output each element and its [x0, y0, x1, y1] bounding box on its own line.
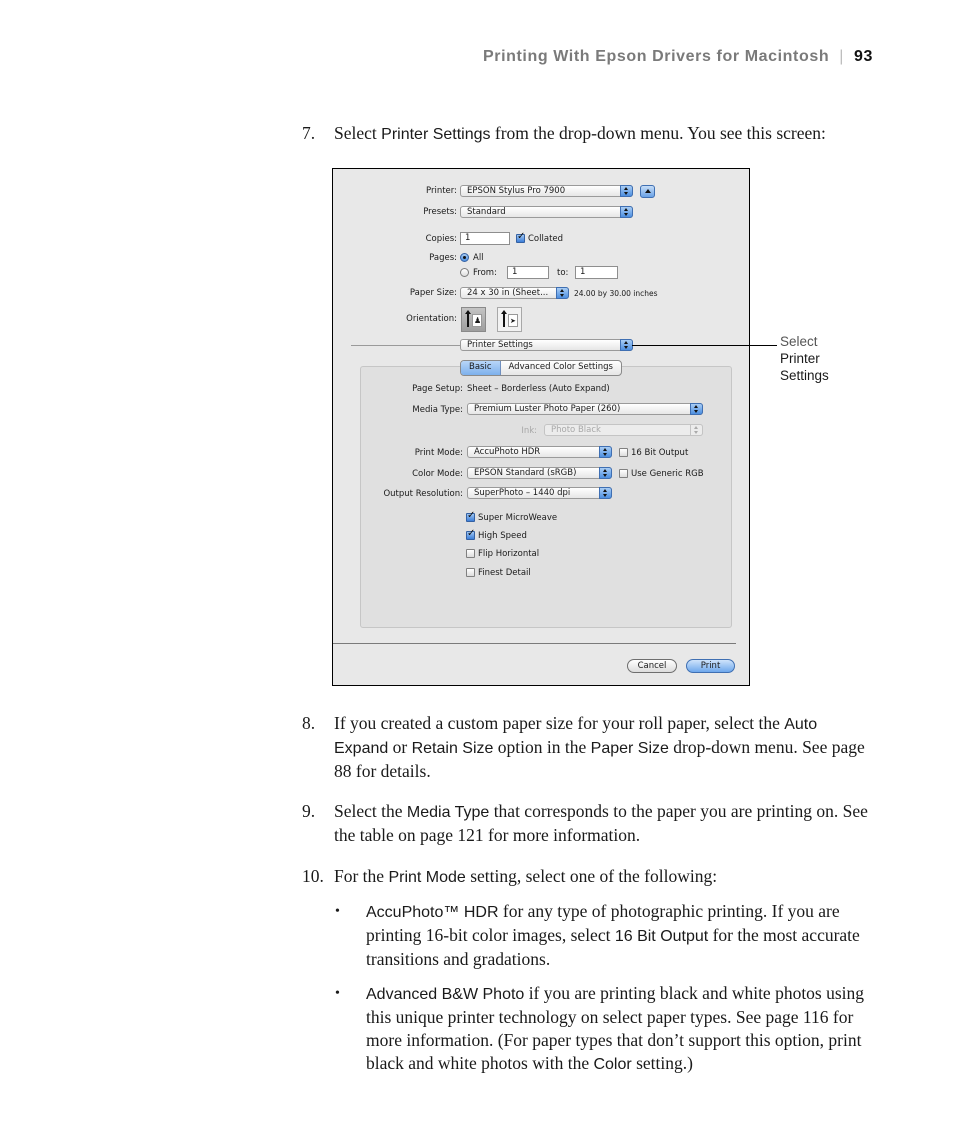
copies-label: Copies: [425, 234, 457, 244]
pages-from-radio[interactable] [460, 268, 469, 277]
pages-from-label: From: [473, 268, 497, 278]
color-mode-label: Color Mode: [412, 469, 463, 479]
panel-menu-popup[interactable]: Printer Settings [460, 339, 633, 351]
button-bar-divider [333, 643, 736, 644]
collated-label: Collated [528, 234, 564, 244]
high-speed-checkbox[interactable] [466, 531, 475, 540]
tab-advanced-color-settings[interactable]: Advanced Color Settings [508, 362, 613, 372]
popup-arrows-icon [690, 424, 703, 436]
step-10 [302, 865, 872, 889]
printer-popup[interactable]: EPSON Stylus Pro 7900 [460, 185, 633, 197]
pages-label: Pages: [429, 253, 457, 263]
pages-all-label: All [473, 253, 484, 263]
popup-arrows-icon [620, 185, 633, 197]
print-dialog [332, 168, 750, 686]
ui-term: Retain Size [411, 740, 494, 757]
step-number: 8. [302, 713, 316, 733]
16-bit-output-checkbox[interactable] [619, 448, 628, 457]
ui-term: Advanced B&W Photo [366, 986, 525, 1003]
popup-arrows-icon [599, 446, 612, 458]
paper-size-label: Paper Size: [409, 288, 457, 298]
person-upright-icon: ♟ [474, 316, 482, 325]
popup-arrows-icon [690, 403, 703, 415]
pages-from-field[interactable]: 1 [507, 266, 549, 279]
presets-label: Presets: [423, 207, 457, 217]
page-setup-value: Sheet – Borderless (Auto Expand) [467, 384, 610, 394]
bullet-advanced-bw-photo: • Advanced B&W Photo if you are printing black and white photos using this unique printer technology on select paper types. See page 116 for more information. (For paper types that don’t support this option, print black and white photos with the Color setting.) [335, 983, 865, 1073]
print-mode-label: Print Mode: [414, 448, 463, 458]
ink-popup[interactable]: Photo Black [544, 424, 703, 436]
popup-arrows-icon [599, 467, 612, 479]
media-type-label: Media Type: [412, 405, 463, 415]
person-sideways-icon: ➤ [510, 317, 516, 325]
step-text: For the Print Mode setting, select one of the following: [334, 866, 718, 886]
popup-arrows-icon [556, 287, 569, 299]
super-microweave-checkbox[interactable] [466, 513, 475, 522]
step-text: Select Printer Settings from the drop-down menu. You see this screen: [334, 123, 826, 143]
paper-dimensions: 24.00 by 30.00 inches [574, 289, 658, 298]
print-button[interactable]: Print [686, 659, 735, 673]
ui-term: AccuPhoto™ HDR [366, 904, 499, 921]
step-8 [302, 712, 872, 783]
print-mode-popup[interactable]: AccuPhoto HDR [467, 446, 612, 458]
step-9 [302, 800, 872, 847]
portrait-orientation-button[interactable] [461, 307, 486, 332]
settings-tabs [460, 360, 622, 376]
landscape-orientation-button[interactable] [497, 307, 522, 332]
high-speed-label: High Speed [478, 531, 527, 541]
tab-basic[interactable]: Basic [461, 361, 501, 375]
copies-field[interactable]: 1 [460, 232, 510, 245]
orientation-label: Orientation: [406, 314, 457, 324]
ui-term: Auto Expand [334, 716, 818, 757]
callout-leader-line [632, 345, 777, 346]
use-generic-rgb-label: Use Generic RGB [631, 469, 704, 479]
16-bit-output-label: 16 Bit Output [631, 448, 689, 458]
output-resolution-popup[interactable]: SuperPhoto – 1440 dpi [467, 487, 612, 499]
paper-size-popup[interactable]: 24 x 30 in (Sheet... [460, 287, 569, 299]
flip-horizontal-label: Flip Horizontal [478, 549, 540, 559]
pages-to-label: to: [557, 268, 569, 278]
ui-term: Paper Size [590, 740, 669, 757]
bullet-icon: • [335, 986, 340, 1001]
running-title: Printing With Epson Drivers for Macintosh [482, 48, 830, 65]
disclosure-up-icon[interactable] [640, 185, 655, 198]
page-setup-label: Page Setup: [412, 384, 463, 394]
printer-label: Printer: [426, 186, 457, 196]
use-generic-rgb-checkbox[interactable] [619, 469, 628, 478]
flip-horizontal-checkbox[interactable] [466, 549, 475, 558]
step-7 [302, 122, 872, 146]
ui-term: Print Mode [388, 869, 466, 886]
ui-term: Color [593, 1056, 632, 1073]
presets-popup[interactable]: Standard [460, 206, 633, 218]
collated-checkbox[interactable] [516, 234, 525, 243]
ui-term: 16 Bit Output [614, 928, 709, 945]
step-number: 9. [302, 801, 316, 821]
popup-arrows-icon [599, 487, 612, 499]
finest-detail-label: Finest Detail [478, 568, 531, 578]
step-number: 7. [302, 123, 316, 143]
popup-arrows-icon [620, 206, 633, 218]
bullet-icon: • [335, 904, 340, 919]
ui-term: Media Type [406, 804, 490, 821]
pages-to-field[interactable]: 1 [575, 266, 618, 279]
running-header [0, 48, 873, 66]
step-text: If you created a custom paper size for your roll paper, select the Auto Expand or Retain Size option in the Paper Size drop-down menu. See page 88 for details. [334, 713, 865, 781]
ui-term: Printer Settings [381, 126, 491, 143]
pages-all-radio[interactable] [460, 253, 469, 262]
output-resolution-label: Output Resolution: [383, 489, 463, 499]
finest-detail-checkbox[interactable] [466, 568, 475, 577]
page-number: 93 [854, 48, 873, 65]
bullet-accuphoto-hdr: • AccuPhoto™ HDR for any type of photographic printing. If you are printing 16-bit color images, select 16 Bit Output for the most accurate transitions and gradations. [335, 901, 860, 969]
divider [351, 345, 461, 346]
callout-select-printer-settings: Select Printer Settings [780, 334, 829, 383]
ink-label: Ink: [521, 426, 537, 436]
color-mode-popup[interactable]: EPSON Standard (sRGB) [467, 467, 612, 479]
step-number: 10. [302, 866, 324, 886]
super-microweave-label: Super MicroWeave [478, 513, 558, 523]
step-text: Select the Media Type that corresponds to the paper you are printing on. See the table on page 121 for more information. [334, 801, 868, 845]
media-type-popup[interactable]: Premium Luster Photo Paper (260) [467, 403, 703, 415]
header-separator: | [839, 48, 844, 65]
cancel-button[interactable]: Cancel [627, 659, 677, 673]
